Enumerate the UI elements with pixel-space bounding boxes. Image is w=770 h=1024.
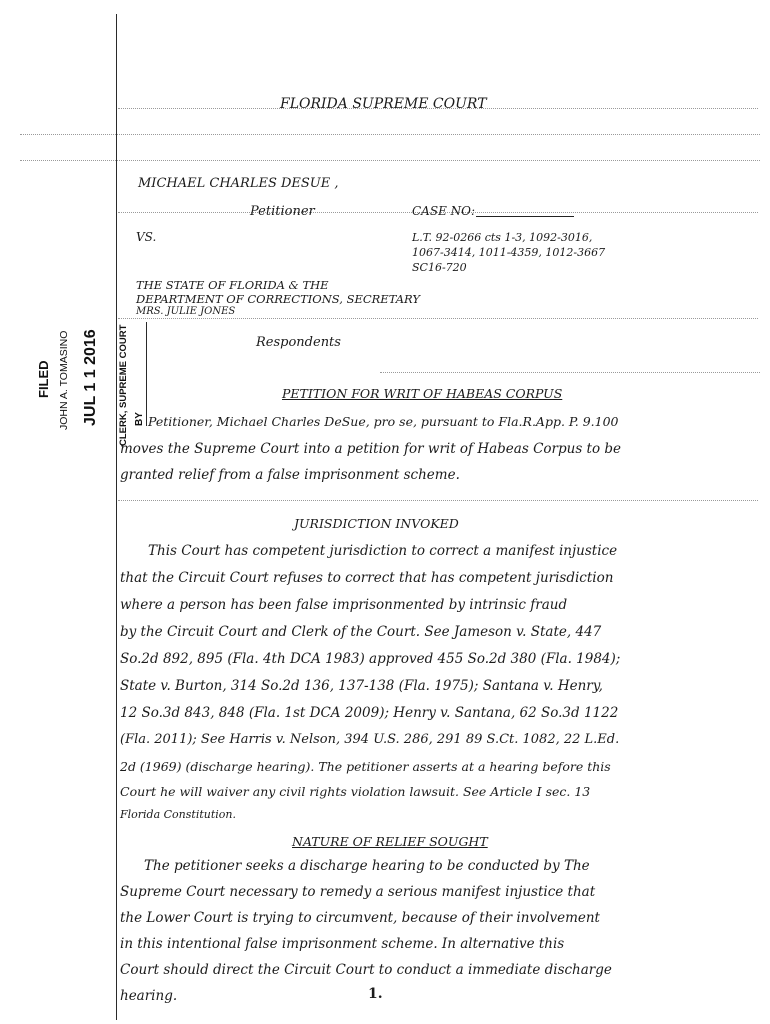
filed-date-stamp: JUL 1 1 2016 [82, 329, 99, 426]
court-title: FLORIDA SUPREME COURT [280, 96, 487, 112]
form-dotted-line [118, 500, 758, 501]
relief-line: Supreme Court necessary to remedy a serious manifest injustice that [120, 884, 596, 900]
jurisdiction-line: State v. Burton, 314 So.2d 136, 137-138 (Fla. 1975); Santana v. Henry, [120, 678, 603, 694]
petitioner-name: MICHAEL CHARLES DESUE , [138, 176, 339, 191]
intro-line: granted relief from a false imprisonment scheme. [120, 467, 460, 483]
jurisdiction-line: This Court has competent jurisdiction to correct a manifest injustice [148, 543, 618, 559]
relief-heading: NATURE OF RELIEF SOUGHT [292, 834, 488, 849]
by-stamp: BY [134, 412, 145, 426]
page-number: 1. [368, 986, 383, 1002]
jurisdiction-line: 12 So.3d 843, 848 (Fla. 1st DCA 2009); Henry v. Santana, 62 So.3d 1122 [120, 705, 619, 721]
relief-line: the Lower Court is trying to circumvent, because of their involvement [120, 910, 600, 926]
respondents-role: Respondents [256, 335, 341, 350]
lower-tribunal-line: 1067-3414, 1011-4359, 1012-3667 [412, 246, 606, 259]
relief-line: in this intentional false imprisonment scheme. In alternative this [120, 936, 565, 952]
case-no-blank [476, 216, 574, 217]
jurisdiction-line: that the Circuit Court refuses to correct that has competent jurisdiction [120, 570, 614, 586]
form-dotted-line [118, 318, 758, 319]
filed-stamp: FILED [36, 360, 51, 398]
jurisdiction-line: So.2d 892, 895 (Fla. 4th DCA 1983) approved 455 So.2d 380 (Fla. 1984); [120, 651, 621, 667]
jurisdiction-line: where a person has been false imprisonmented by intrinsic fraud [120, 597, 568, 613]
petitioner-role: Petitioner [250, 204, 315, 219]
petition-heading: PETITION FOR WRIT OF HABEAS CORPUS [282, 386, 563, 401]
clerk-name-stamp: JOHN A. TOMASINO [58, 330, 70, 430]
respondents-line: DEPARTMENT OF CORRECTIONS, SECRETARY [136, 292, 420, 306]
form-dotted-line [380, 372, 760, 373]
jurisdiction-line: Court he will waiver any civil rights violation lawsuit. See Article I sec. 13 [120, 784, 591, 799]
jurisdiction-line: Florida Constitution. [120, 808, 236, 821]
clerk-supreme-court-stamp: CLERK, SUPREME COURT [118, 324, 129, 446]
versus-label: VS. [136, 230, 157, 244]
relief-line: Court should direct the Circuit Court to conduct a immediate discharge [120, 962, 612, 978]
intro-line: Petitioner, Michael Charles DeSue, pro se, pursuant to Fla.R.App. P. 9.100 [148, 414, 619, 429]
lower-tribunal-line: L.T. 92-0266 cts 1-3, 1092-3016, [412, 231, 593, 244]
jurisdiction-heading: JURISDICTION INVOKED [294, 516, 459, 531]
jurisdiction-line: 2d (1969) (discharge hearing). The petitioner asserts at a hearing before this [120, 759, 611, 774]
left-margin-line [116, 14, 117, 1020]
intro-line: moves the Supreme Court into a petition for writ of Habeas Corpus to be [120, 441, 622, 457]
relief-line: hearing. [120, 988, 178, 1004]
relief-line: The petitioner seeks a discharge hearing to be conducted by The [144, 858, 590, 874]
respondents-line: MRS. JULIE JONES [136, 306, 236, 317]
lower-tribunal-line: SC16-720 [412, 261, 467, 274]
form-dotted-line [20, 160, 760, 161]
jurisdiction-line: by the Circuit Court and Clerk of the Court. See Jameson v. State, 447 [120, 624, 602, 640]
case-no-label: CASE NO: [412, 204, 476, 218]
form-dotted-line [20, 134, 760, 135]
respondents-line: THE STATE OF FLORIDA & THE [136, 278, 329, 292]
clerk-stamp-line [146, 322, 147, 426]
jurisdiction-line: (Fla. 2011); See Harris v. Nelson, 394 U.S. 286, 291 89 S.Ct. 1082, 22 L.Ed. [120, 732, 620, 747]
